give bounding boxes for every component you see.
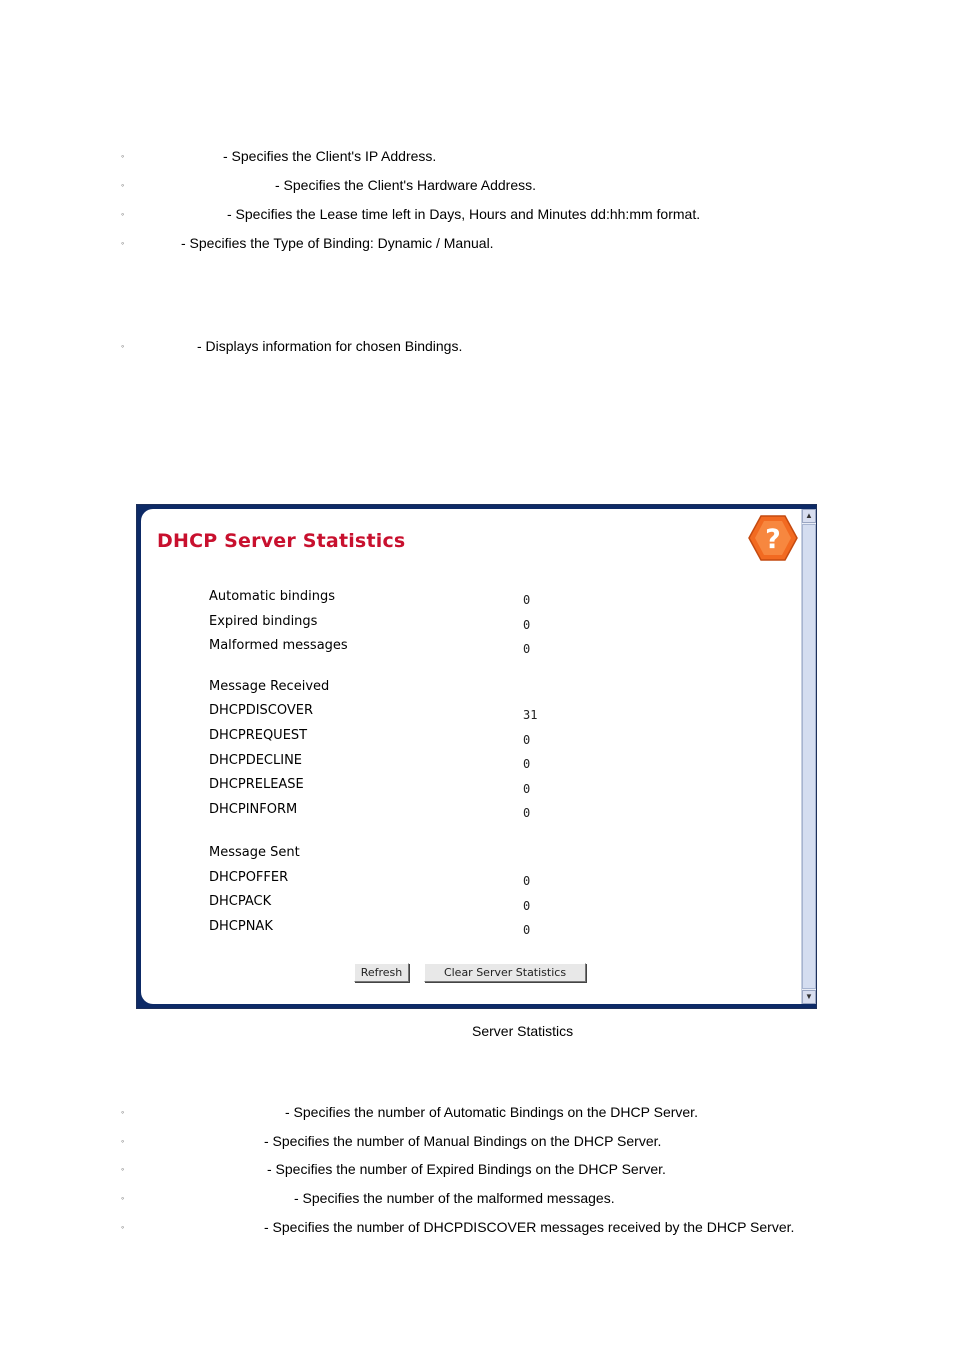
section-header-received: Message Received (209, 679, 330, 694)
stat-value: 0 (523, 593, 531, 607)
stat-value: 0 (523, 806, 531, 820)
scroll-thumb[interactable] (802, 524, 816, 989)
bullet-icon: ◦ (121, 1222, 125, 1232)
bullet-text: - Specifies the number of Automatic Bindings on the DHCP Server. (285, 1104, 698, 1120)
bullet-icon: ◦ (121, 238, 125, 248)
stat-label: DHCPACK (209, 894, 272, 909)
stat-label: Malformed messages (209, 638, 348, 653)
stat-label: DHCPDECLINE (209, 753, 303, 768)
bullet-text: - Specifies the number of DHCPDISCOVER messages received by the DHCP Server. (264, 1219, 795, 1235)
scroll-up-icon[interactable]: ▲ (802, 509, 816, 523)
bullet-icon: ◦ (121, 151, 125, 161)
stat-label: DHCPNAK (209, 919, 273, 934)
stat-label: DHCPRELEASE (209, 777, 304, 792)
bullet-icon: ◦ (121, 1193, 125, 1203)
vertical-scrollbar[interactable] (801, 509, 816, 1004)
statistics-panel (141, 509, 801, 1004)
help-icon[interactable] (747, 513, 799, 563)
bullet-text: - Specifies the number of the malformed messages. (294, 1190, 615, 1206)
stat-label: DHCPDISCOVER (209, 703, 314, 718)
bullet-icon: ◦ (121, 1164, 125, 1174)
clear-server-statistics-button[interactable]: Clear Server Statistics (424, 963, 586, 982)
stat-label: DHCPREQUEST (209, 728, 308, 743)
stat-label: DHCPINFORM (209, 802, 298, 817)
stat-value: 0 (523, 757, 531, 771)
bullet-icon: ◦ (121, 1107, 125, 1117)
page-title: DHCP Server Statistics (157, 530, 406, 552)
stat-value: 31 (523, 708, 538, 722)
scroll-down-icon[interactable]: ▼ (802, 990, 816, 1004)
bullet-text: - Specifies the Lease time left in Days, Hours and Minutes dd:hh:mm format. (227, 206, 701, 222)
stat-value: 0 (523, 733, 531, 747)
bullet-text: - Specifies the Client's IP Address. (223, 148, 437, 164)
bullet-icon: ◦ (121, 180, 125, 190)
stat-value: 0 (523, 618, 531, 632)
bullet-text: - Specifies the number of Expired Bindings on the DHCP Server. (267, 1161, 666, 1177)
refresh-button[interactable]: Refresh (354, 963, 409, 982)
bullet-icon: ◦ (121, 1136, 125, 1146)
stat-value: 0 (523, 642, 531, 656)
stat-value: 0 (523, 899, 531, 913)
bullet-icon: ◦ (121, 209, 125, 219)
bullet-text: - Specifies the Type of Binding: Dynamic / Manual. (181, 235, 494, 251)
dhcp-server-statistics-screenshot (136, 504, 817, 1009)
bullet-icon: ◦ (121, 341, 125, 351)
stat-value: 0 (523, 923, 531, 937)
bullet-text: - Displays information for chosen Bindings. (197, 338, 463, 354)
stat-label: Automatic bindings (209, 589, 336, 604)
bullet-text: - Specifies the Client's Hardware Address. (275, 177, 537, 193)
stat-label: Expired bindings (209, 614, 318, 629)
figure-caption: Server Statistics (472, 1023, 574, 1039)
stat-label: DHCPOFFER (209, 870, 289, 885)
stat-value: 0 (523, 874, 531, 888)
section-header-sent: Message Sent (209, 845, 300, 860)
help-glyph: ? (765, 524, 781, 555)
stat-value: 0 (523, 782, 531, 796)
bullet-text: - Specifies the number of Manual Bindings on the DHCP Server. (264, 1133, 662, 1149)
